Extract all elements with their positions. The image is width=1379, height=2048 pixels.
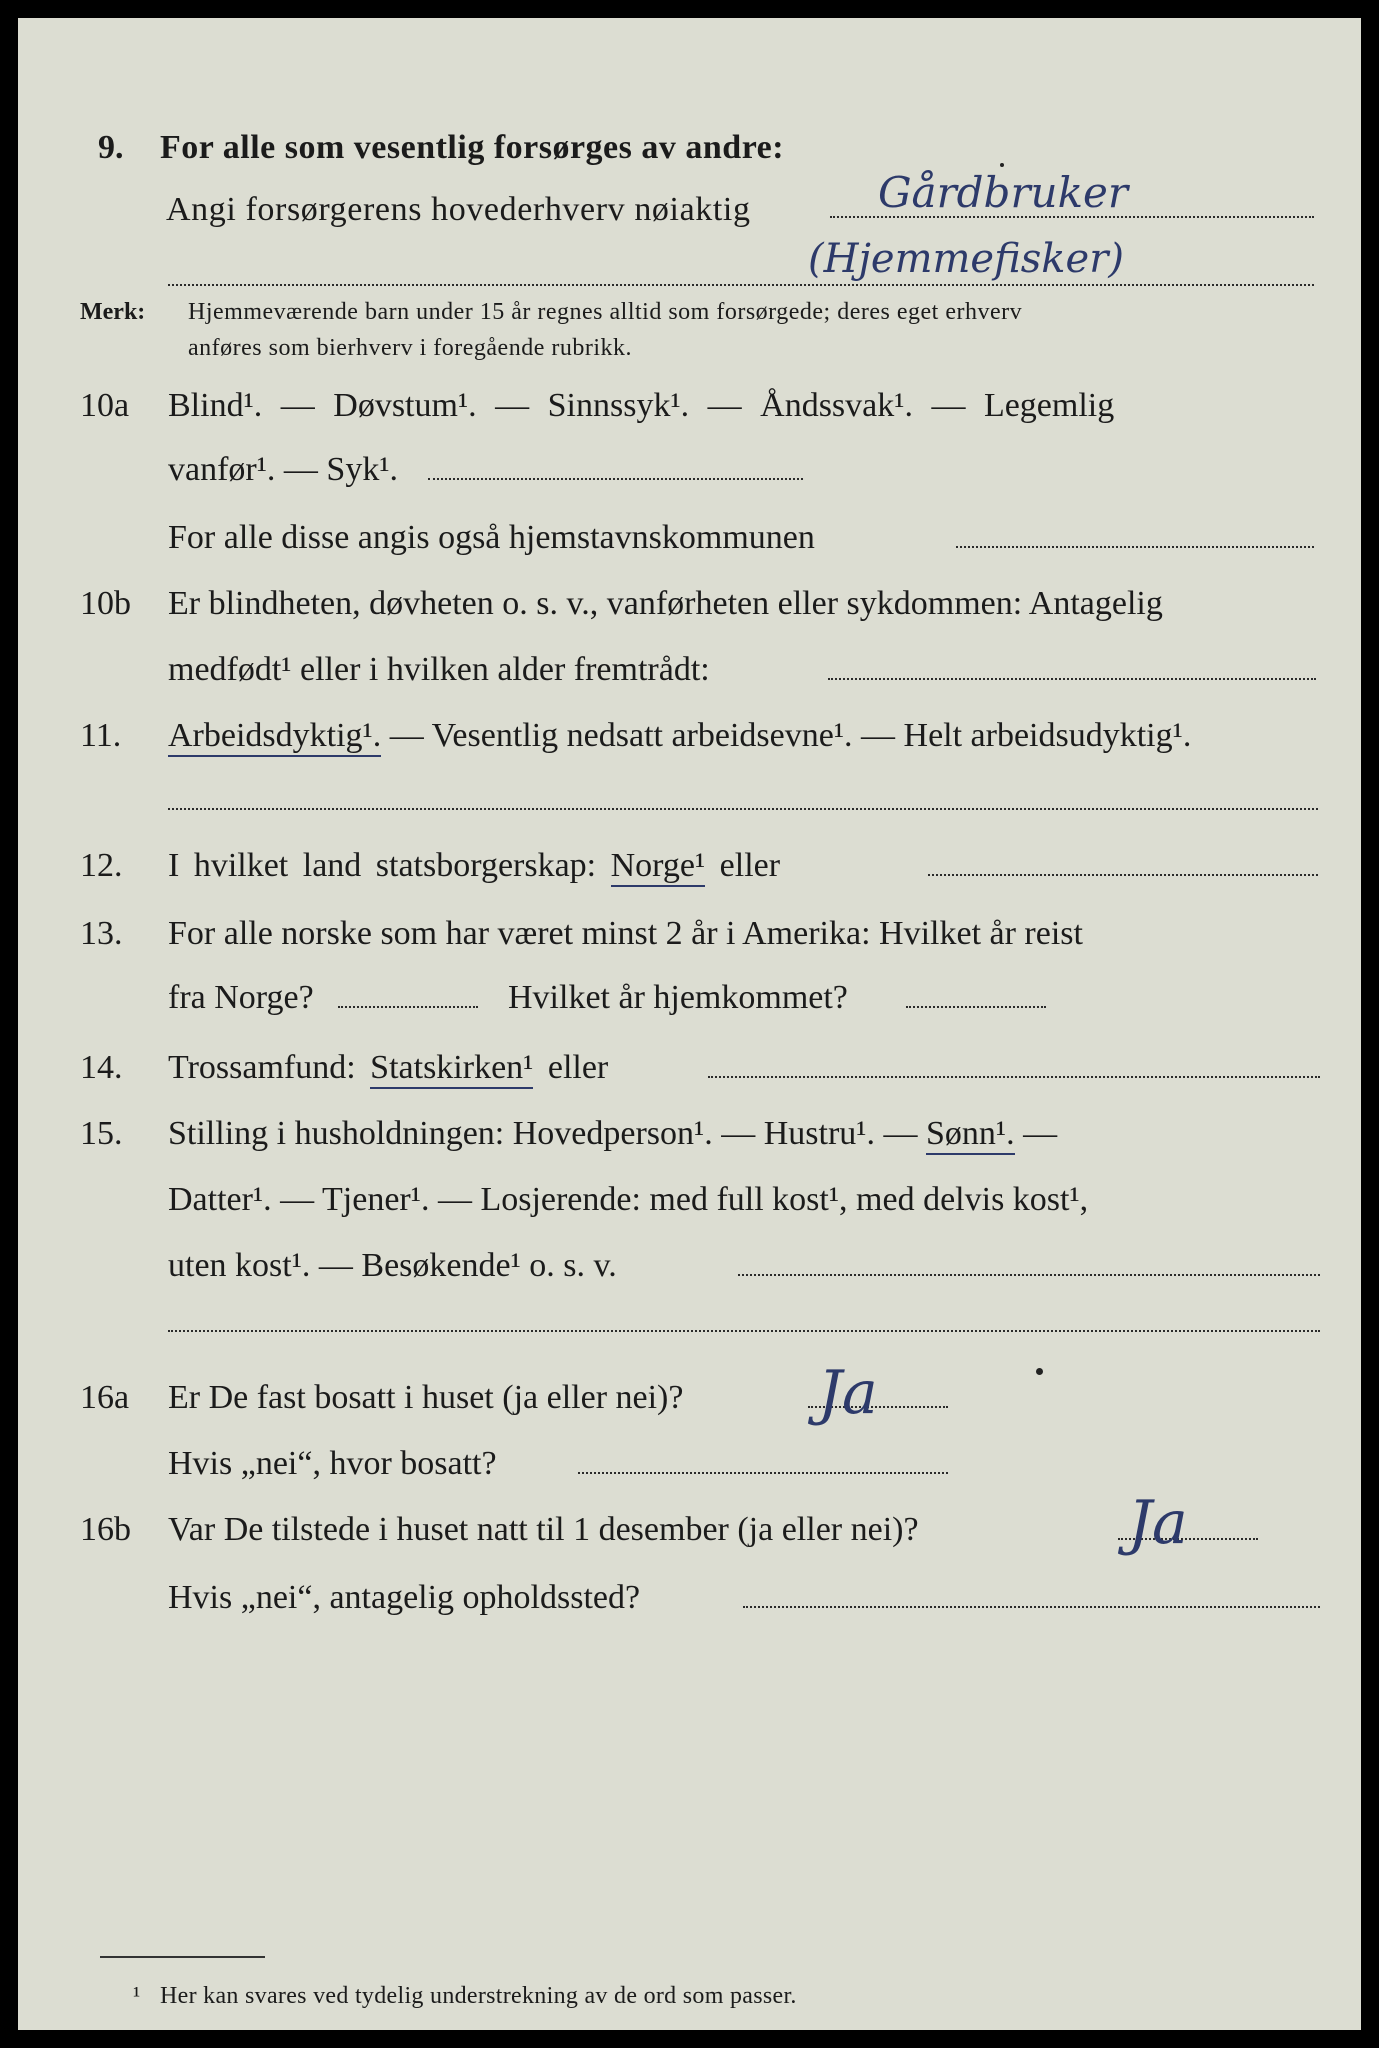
q16b-answer-handwriting: Ja xyxy=(1128,1488,1188,1558)
q15-line1a: Stilling i husholdningen: Hovedperson¹. — Hustru¹. — xyxy=(168,1115,926,1152)
q11-underlined-option: Arbeidsdyktig¹. xyxy=(168,717,381,757)
q10b-answer-line xyxy=(828,678,1316,680)
q10a-line3: For alle disse angis også hjemstavnskommunen xyxy=(168,519,815,556)
q11-line xyxy=(168,716,1191,756)
q12-line xyxy=(168,846,780,886)
footnote-text: Her kan svares ved tydelig understrekning av de ord som passer. xyxy=(160,1983,797,2009)
q9-line1: For alle som vesentlig forsørges av andre: xyxy=(160,129,785,166)
q13-hjemkommet-line xyxy=(906,1006,1046,1008)
q10b-line1: Er blindheten, døvheten o. s. v., vanførheten eller sykdommen: Antagelig xyxy=(168,585,1163,622)
q10a-line1: Blind¹. — Døvstum¹. — Sinnssyk¹. — Åndssvak¹. — Legemlig xyxy=(168,387,1115,424)
q16a-bosatt-line xyxy=(578,1472,948,1474)
q10a-hjemstavn-line xyxy=(956,546,1314,548)
q12-number: 12. xyxy=(80,847,123,884)
q10b-number: 10b xyxy=(80,585,131,622)
footnote-rule xyxy=(100,1956,265,1958)
q10a-syk-line xyxy=(428,478,803,480)
q13-line1: For alle norske som har været minst 2 år i Amerika: Hvilket år reist xyxy=(168,915,1083,952)
q15-line1b: — xyxy=(1014,1115,1058,1152)
q14-underlined-option: Statskirken¹ xyxy=(370,1049,533,1089)
q15-number: 15. xyxy=(80,1115,123,1152)
q14-answer-line xyxy=(708,1076,1320,1078)
q10a-number: 10a xyxy=(80,387,130,424)
q11-rest: — Vesentlig nedsatt arbeidsevne¹. — Helt arbeidsudyktig¹. xyxy=(381,717,1192,754)
q11-number: 11. xyxy=(80,717,122,754)
q16b-number: 16b xyxy=(80,1511,131,1548)
q9-number: 9. xyxy=(98,129,124,166)
q16b-line2: Hvis „nei“, antagelig opholdssted? xyxy=(168,1579,641,1616)
q12-tail: eller xyxy=(705,847,781,884)
ink-speck xyxy=(1000,163,1004,167)
q16a-answer-handwriting: Ja xyxy=(818,1358,878,1428)
q14-number: 14. xyxy=(80,1049,123,1086)
q16b-line1: Var De tilstede i huset natt til 1 desember (ja eller nei)? xyxy=(168,1511,919,1548)
q9-answer2-handwriting: (Hjemmefisker) xyxy=(808,236,1124,282)
q13-number: 13. xyxy=(80,915,123,952)
q15-answer-line2 xyxy=(168,1330,1320,1332)
merk-line2: anføres som bierhverv i foregående rubrikk. xyxy=(188,335,633,361)
q16a-line2: Hvis „nei“, hvor bosatt? xyxy=(168,1445,497,1482)
q10a-line2: vanfør¹. — Syk¹. xyxy=(168,451,399,488)
q15-line2: Datter¹. — Tjener¹. — Losjerende: med full kost¹, med delvis kost¹, xyxy=(168,1181,1089,1218)
q9-line2: Angi forsørgerens hovederhverv nøiaktig xyxy=(166,191,751,228)
q13-line2a: fra Norge? xyxy=(168,979,314,1016)
q9-answer-line2 xyxy=(168,284,1314,286)
q13-line2b: Hvilket år hjemkommet? xyxy=(508,979,848,1016)
merk-line1: Hjemmeværende barn under 15 år regnes alltid som forsørgede; deres eget erhverv xyxy=(188,299,1023,325)
q14-text: Trossamfund: xyxy=(168,1049,371,1086)
q9-answer1-handwriting: Gårdbruker xyxy=(878,168,1128,217)
ink-speck xyxy=(1036,1368,1043,1375)
q11-answer-line xyxy=(168,808,1318,810)
q16a-number: 16a xyxy=(80,1379,130,1416)
q15-answer-line1 xyxy=(738,1274,1320,1276)
q15-line1 xyxy=(168,1114,1057,1154)
q13-reist-line xyxy=(338,1006,478,1008)
q16b-opholdssted-line xyxy=(743,1606,1320,1608)
q14-line xyxy=(168,1048,608,1088)
q12-answer-line xyxy=(928,874,1318,876)
q10b-line2: medfødt¹ eller i hvilken alder fremtrådt: xyxy=(168,651,710,688)
merk-label: Merk: xyxy=(80,299,146,325)
q12-underlined-option: Norge¹ xyxy=(611,847,706,887)
q16a-line1: Er De fast bosatt i huset (ja eller nei)? xyxy=(168,1379,684,1416)
q12-text: I hvilket land statsborgerskap: xyxy=(168,847,611,884)
footnote-mark: ¹ xyxy=(133,1983,141,2009)
census-form-page xyxy=(18,18,1361,2030)
q14-tail: eller xyxy=(533,1049,609,1086)
q15-underlined-option: Sønn¹. xyxy=(926,1115,1015,1155)
q15-line3: uten kost¹. — Besøkende¹ o. s. v. xyxy=(168,1247,617,1284)
